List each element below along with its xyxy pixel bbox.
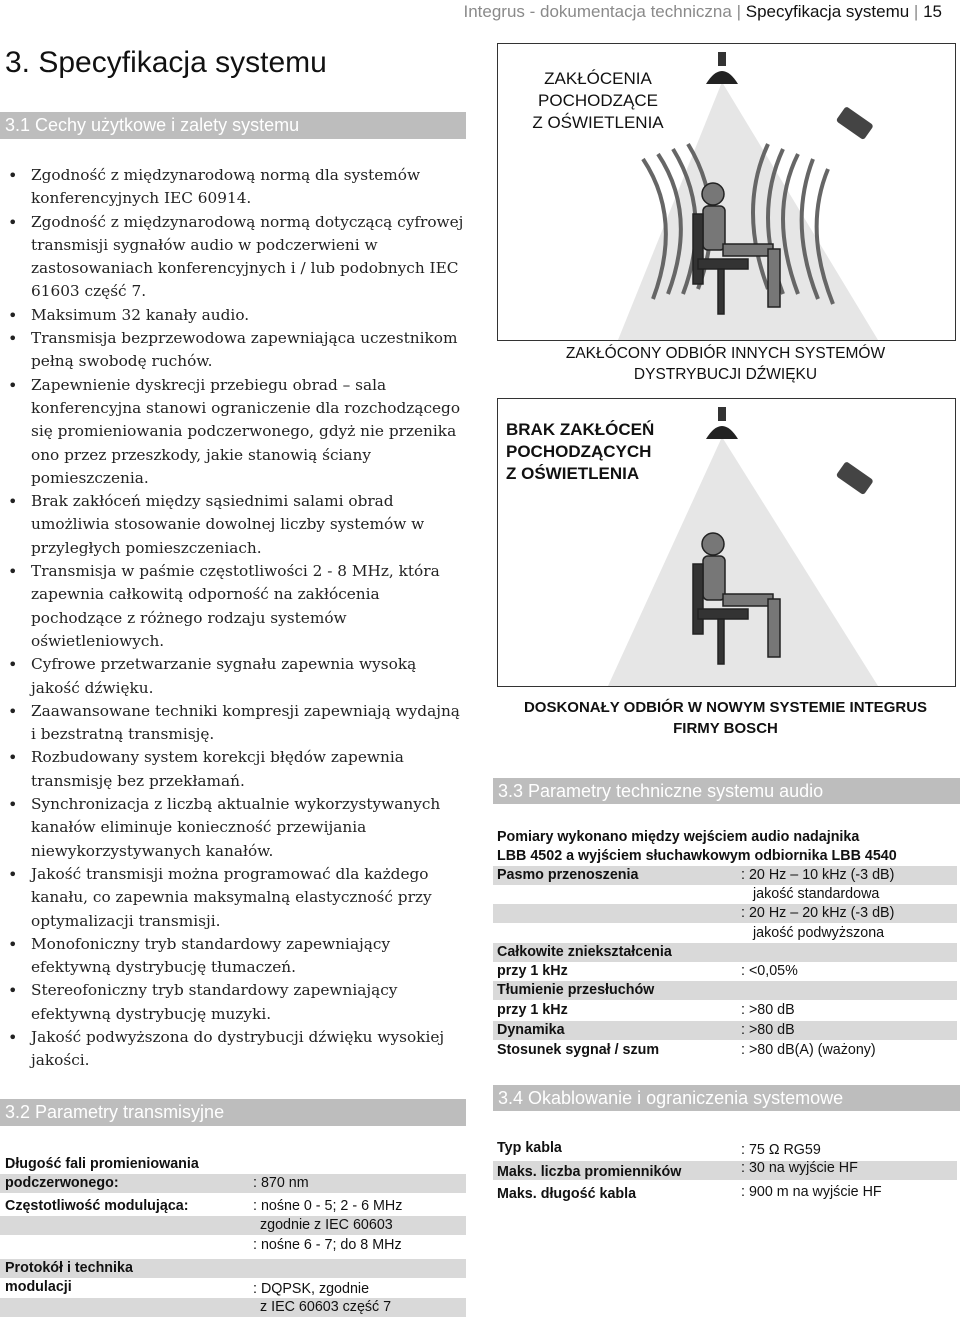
caption-line: ZAKŁÓCENIA [544, 69, 652, 88]
lamp-icon [706, 52, 738, 84]
caption-line: POCHODZĄCE [538, 91, 658, 110]
audio-params-table [493, 866, 957, 1062]
features-list [8, 164, 468, 1073]
header-separator-2: | [913, 2, 919, 21]
table-row [0, 1278, 466, 1297]
row-label: Tłumienie przesłuchów [497, 982, 655, 998]
carrier-value-3: : nośne 6 - 7; do 8 MHz [253, 1237, 402, 1253]
protocol-value-2: z IEC 60603 część 7 [260, 1299, 392, 1315]
doc-title: Integrus - dokumentacja techniczna [463, 2, 732, 21]
footer-caption [493, 697, 958, 739]
list-item: • Monofoniczny tryb standardowy zapewniający efektywną dystrybucję tłumaczeń. [8, 933, 468, 980]
row-value: : 20 Hz – 10 kHz (-3 dB) [741, 867, 895, 883]
page-title: 3. Specyfikacja systemu [5, 46, 327, 79]
row-label: przy 1 kHz [497, 963, 568, 979]
table-row [493, 962, 957, 981]
carrier-value: : nośne 0 - 5; 2 - 6 MHz [253, 1198, 403, 1214]
row-label: Maks. długość kabla [497, 1186, 637, 1202]
row-value: jakość podwyższona [753, 925, 885, 941]
row-label: przy 1 kHz [497, 1002, 568, 1018]
list-item: • Stereofoniczny tryb standardowy zapewniający efektywną dystrybucję muzyki. [8, 979, 468, 1026]
section-3-3-heading: 3.3 Parametry techniczne systemu audio [493, 778, 960, 804]
bottom-caption [506, 419, 686, 485]
carrier-label: Częstotliwość modulująca: [5, 1198, 189, 1214]
wavelength-label: Długość fali promieniowania [5, 1156, 199, 1172]
table-row [493, 866, 957, 885]
table-row [493, 1041, 957, 1060]
row-label: Stosunek sygnał / szum [497, 1042, 660, 1058]
row-value: : 30 na wyjście HF [741, 1160, 858, 1176]
wavelength-label-cont: podczerwonego: [5, 1175, 119, 1191]
section-3-2-heading: 3.2 Parametry transmisyjne [0, 1099, 466, 1126]
table-row [0, 1259, 466, 1278]
table-row [493, 1021, 957, 1040]
caption-line: BRAK ZAKŁÓCEŃ [506, 420, 655, 439]
list-item: • Zapewnienie dyskrecji przebiegu obrad – sala konferencyjna stanowi ograniczenie dla rozchodzącego się promieniowania podczerwonego, gdyż nie przenika ono przez przeszkody, jakie stanowią ściany pomieszczenia. [8, 374, 468, 490]
row-value: jakość standardowa [753, 886, 880, 902]
list-item: • Rozbudowany system korekcji błędów zapewnia transmisję bez przekłamań. [8, 746, 468, 793]
list-item: • Cyfrowe przetwarzanie sygnału zapewnia wysoką jakość dźwięku. [8, 653, 468, 700]
table-row [0, 1155, 466, 1174]
caption-line: DOSKONAŁY ODBIÓR W NOWYM SYSTEMIE INTEGRUS [523, 699, 928, 716]
lamp-icon [706, 407, 738, 439]
table-row [493, 943, 957, 962]
top-caption [518, 68, 678, 134]
protocol-label-cont: modulacji [5, 1279, 72, 1295]
note-line: LBB 4502 a wyjściem słuchawkowym odbiornika LBB 4540 [497, 848, 897, 864]
table-row [493, 904, 957, 923]
row-value: : 20 Hz – 20 kHz (-3 dB) [741, 905, 895, 921]
transmission-params-table [0, 1155, 466, 1319]
row-label: Całkowite zniekształcenia [497, 944, 672, 960]
page-number: 15 [923, 2, 942, 21]
section-3-1-heading: 3.1 Cechy użytkowe i zalety systemu [0, 112, 466, 139]
list-item: • Transmisja w paśmie częstotliwości 2 - 8 MHz, która zapewnia całkowitą odporność na zakłócenia pochodzące z różnego rodzaju systemów oświetleniowych. [8, 560, 468, 653]
caption-line: POCHODZĄCYCH [506, 442, 652, 461]
row-value: : 75 Ω RG59 [741, 1142, 821, 1158]
middle-caption [497, 343, 954, 385]
row-value: : 900 m na wyjście HF [741, 1184, 882, 1200]
table-row [0, 1298, 466, 1317]
figure-panel-no-interference [497, 398, 956, 687]
table-row [0, 1174, 466, 1193]
list-item: • Zgodność z międzynarodową normą dla systemów konferencyjnych IEC 60914. [8, 164, 468, 211]
caption-line: ZAKŁÓCONY ODBIÓR INNYCH SYSTEMÓW [565, 345, 886, 362]
list-item: • Synchronizacja z liczbą aktualnie wykorzystywanych kanałów eliminuje konieczność przewijania niewykorzystywanych kanałów. [8, 793, 468, 863]
caption-line: Z OŚWIETLENIA [532, 113, 664, 132]
caption-line: DYSTRYBUCJI DŹWIĘKU [633, 366, 818, 383]
row-label: Pasmo przenoszenia [497, 867, 639, 883]
wavelength-value: : 870 nm [253, 1175, 309, 1191]
row-label: Maks. liczba promienników [497, 1164, 682, 1180]
list-item: • Zgodność z międzynarodową normą dotyczącą cyfrowej transmisji sygnałów audio w podczerwieni w zastosowaniach konferencyjnych i / lub podobnych IEC 61603 część 7. [8, 211, 468, 304]
carrier-value-2: zgodnie z IEC 60603 [260, 1217, 393, 1233]
note-line: Pomiary wykonano między wejściem audio nadajnika [497, 829, 860, 845]
list-item: • Jakość transmisji można programować dla każdego kanału, co zapewnia maksymalną elastyczność przy optymalizacji transmisji. [8, 863, 468, 933]
table-row [493, 1161, 957, 1180]
row-value: : >80 dB [741, 1022, 795, 1038]
list-item: • Maksimum 32 kanały audio. [8, 304, 468, 327]
measurement-note [497, 828, 897, 866]
list-item: • Brak zakłóceń między sąsiednimi salami obrad umożliwia stosowanie dowolnej liczby systemów w przyległych pomieszczeniach. [8, 490, 468, 560]
radiator-icon [836, 106, 874, 140]
section-3-4-heading: 3.4 Okablowanie i ograniczenia systemowe [493, 1085, 960, 1111]
cabling-table [493, 1139, 957, 1209]
table-row [0, 1236, 466, 1255]
running-header [463, 2, 942, 22]
table-row [493, 1139, 957, 1158]
protocol-value: : DQPSK, zgodnie [253, 1281, 370, 1297]
table-row [493, 981, 957, 1000]
row-label: Typ kabla [497, 1140, 562, 1156]
table-row [493, 1183, 957, 1202]
list-item: • Zaawansowane techniki kompresji zapewniają wydajną i bezstratną transmisję. [8, 700, 468, 747]
table-row [493, 1001, 957, 1020]
row-value: : >80 dB(A) (ważony) [741, 1042, 876, 1058]
caption-line: FIRMY BOSCH [673, 720, 778, 737]
row-label: Dynamika [497, 1022, 565, 1038]
row-value: : <0,05% [741, 963, 798, 979]
table-row [493, 924, 957, 943]
table-row [0, 1216, 466, 1235]
row-value: : >80 dB [741, 1002, 795, 1018]
caption-line: Z OŚWIETLENIA [506, 464, 640, 483]
table-row [493, 885, 957, 904]
header-section-title: Specyfikacja systemu [745, 2, 910, 21]
radiator-icon [836, 461, 874, 495]
table-row [0, 1197, 466, 1216]
list-item: • Jakość podwyższona do dystrybucji dźwięku wysokiej jakości. [8, 1026, 468, 1073]
list-item: • Transmisja bezprzewodowa zapewniająca uczestnikom pełną swobodę ruchów. [8, 327, 468, 374]
protocol-label: Protokół i technika [5, 1260, 133, 1276]
header-separator: | [736, 2, 741, 21]
figure-panel-interference [497, 43, 956, 341]
